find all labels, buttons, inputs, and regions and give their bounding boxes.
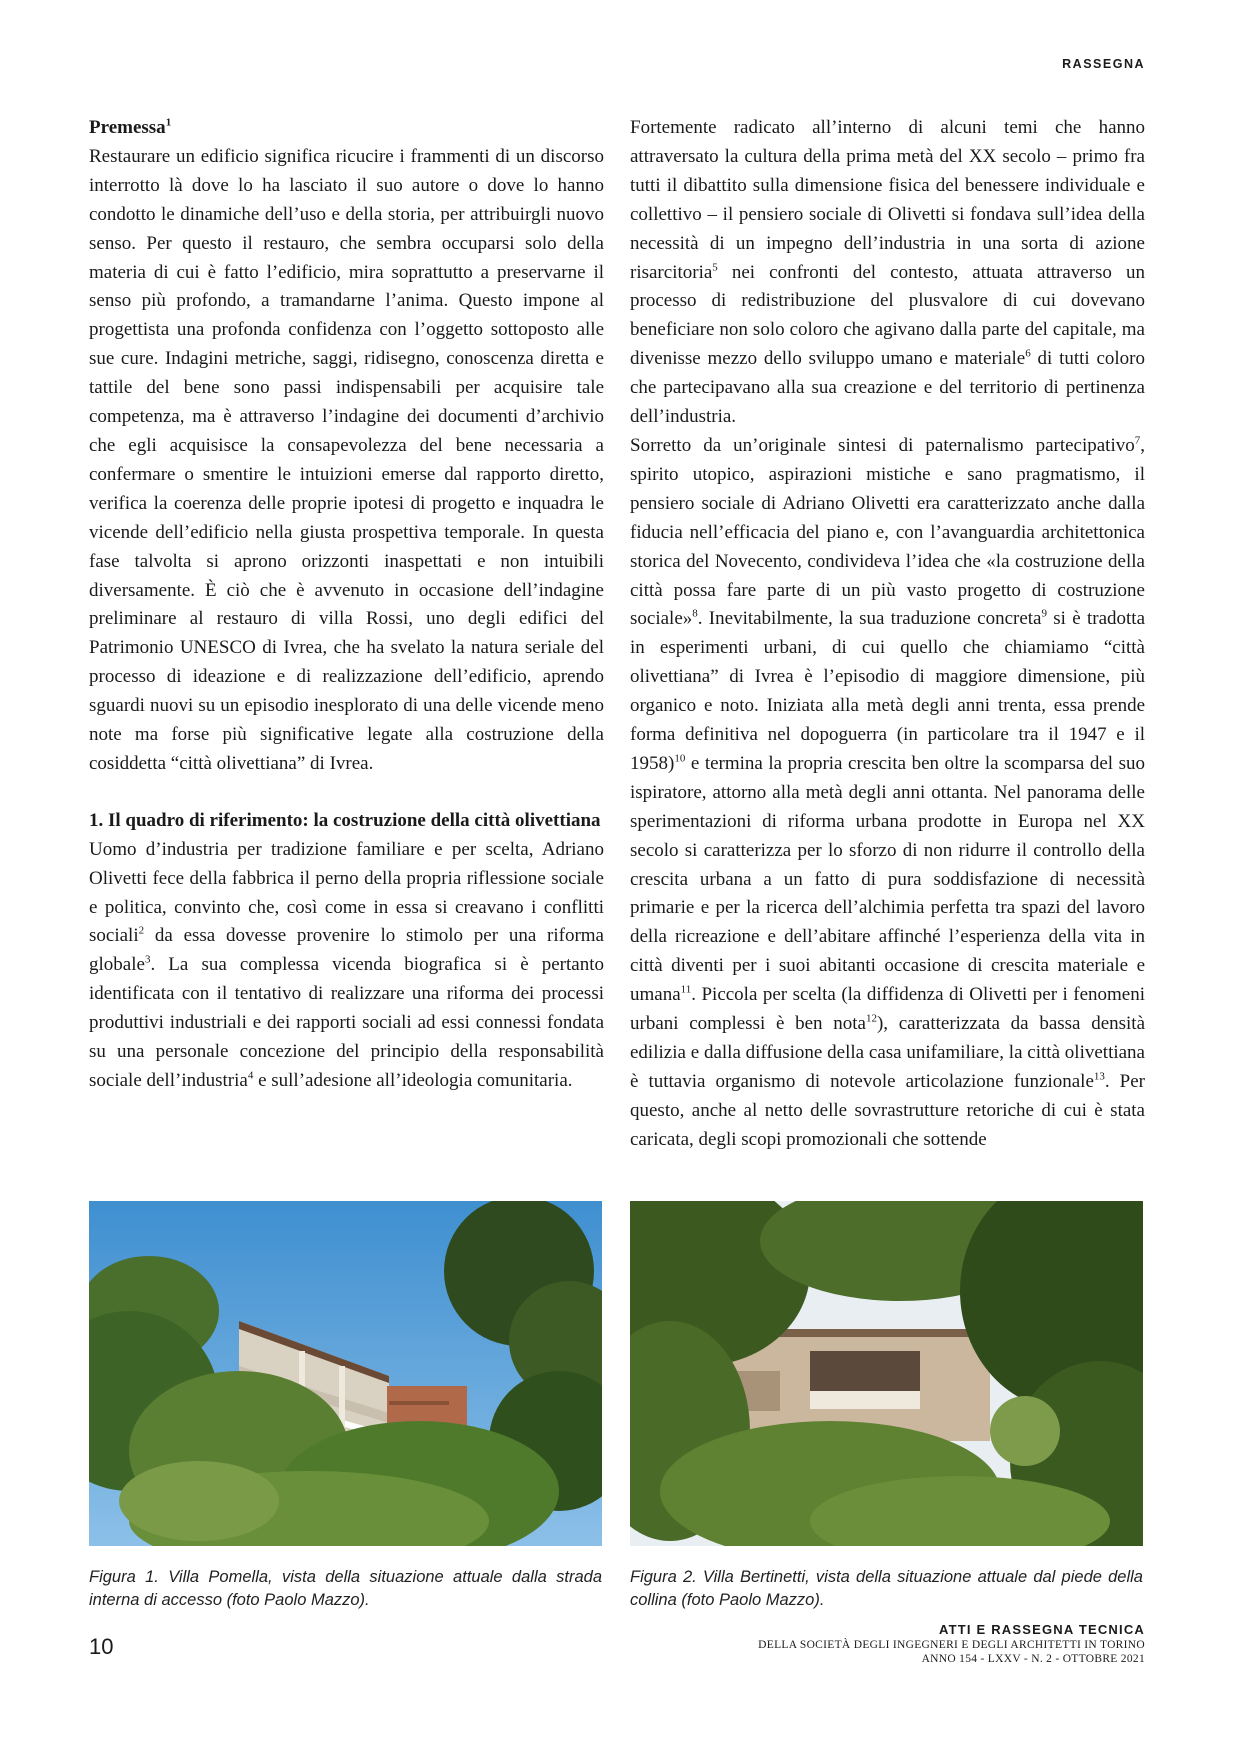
text-run: nei confronti del contesto, attuata attraverso un processo di redistribuzione del plusvalore di cui dovevano beneficiare non solo coloro che agivano dalla parte del capitale, ma divenisse mezzo dello sviluppo umano e materiale [630,261,1145,370]
footnote-ref: 3 [144,954,151,967]
footnote-ref: 8 [692,608,698,621]
section-title: 1. Il quadro di riferimento: la costruzione della città olivettiana [89,809,601,831]
text-run: . La sua complessa vicenda biografica si è pertanto identificata con il tentativo di realizzare una riforma dei processi produttivi industriali e dei rapporti sociali ad essi connessi fondata su una personale concezione del principio della responsabilità sociale dell’industria [89,954,604,1091]
footnote-ref: 7 [1134,434,1141,447]
footnote-ref: 6 [1025,347,1031,360]
footnote-ref: 4 [247,1069,254,1082]
figure-1 [89,1201,602,1612]
footnote-ref: 12 [865,1012,877,1025]
text-run: . Piccola per scelta (la diffidenza di Olivetti per i fenomeni urbani complessi è ben nota [630,984,1145,1035]
right-column [630,114,1145,1155]
text-run: , spirito utopico, aspirazioni mistiche e sano pragmatismo, il pensiero sociale di Adriano Olivetti era caratterizzato anche dalla fiducia nell’efficacia del piano e, con l’avanguardia architettonica storica del Novecento, condivideva l’idea che «la costruzione della città possa fare parte di un più vasto progetto di costruzione sociale» [630,434,1145,630]
text-run: Uomo d’industria per tradizione familiare e per scelta, Adriano Olivetti fece della fabbrica il perno della propria riflessione sociale e politica, convinto che, così come in essa si creavano i conflitti sociali [89,838,604,947]
text-run: Restaurare un edificio significa ricucire i frammenti di un discorso interrotto là dove lo ha lasciato il suo autore o dove lo hanno condotto le dinamiche dell’uso e della storia, per attribuirgli nuovo senso. Per questo il restauro, che sembra occuparsi solo della materia di cui è fatto l’edificio, mira soprattutto a preservarne il senso più profondo, a tramandarne l’anima. Questo impone al progettista una profonda confidenza con l’oggetto sottoposto alle sue cure. Indagini metriche, saggi, ridisegno, conoscenza diretta e tattile del bene sono passi indispensabili per acquisire tale competenza, ma è attraverso l’indagine dei documenti d’archivio che egli acquisisce la consapevolezza del bene necessaria a confermare o smentire le intuizioni emerse dal rapporto diretto, verifica la coerenza delle proprie ipotesi di progetto e inquadra le vicende dell’edificio nella giusta prospettiva temporale. In questa fase talvolta si aprono orizzonti inaspettati e non intuibili diversamente. È ciò che è avvenuto in occasione dell’indagine preliminare al restauro di villa Rossi, uno degli edifici del Patrimonio UNESCO di Ivrea, che ha svelato la natura seriale del processo di ideazione e di realizzazione dell’edificio, aprendo sguardi nuovi su un episodio inesplorato di una delle vicende meno note ma forse più significative legate alla costruzione della cosiddetta “città olivettiana” di Ivrea. [89,145,604,774]
footnote-ref: 2 [138,925,145,938]
figure-1-caption: Figura 1. Villa Pomella, vista della situazione attuale dalla strada interna di accesso (foto Paolo Mazzo). [89,1568,602,1609]
text-run: e sull’adesione all’ideologia comunitaria. [253,1070,573,1091]
journal-title: ATTI E RASSEGNA TECNICA [939,1622,1145,1637]
journal-society: DELLA SOCIETÀ DEGLI INGEGNERI E DEGLI ARCHITETTI IN TORINO [758,1639,1145,1651]
page-number: 10 [89,1634,114,1659]
text-run: Sorretto da un’originale sintesi di paternalismo partecipativo [630,434,1135,456]
text-run: . Inevitabilmente, la sua traduzione concreta [697,608,1042,630]
text-run: Fortemente radicato all’interno di alcuni temi che hanno attraversato la cultura della prima metà del XX secolo – primo fra tutti il dibattito sulla dimensione fisica del benessere individuale e collettivo – il pensiero sociale di Olivetti si fondava sull’idea della necessità di un impegno dell’industria in una sorta di azione risarcitoria [630,117,1145,283]
section-tag: RASSEGNA [1062,57,1145,71]
footnote-ref: 10 [674,752,686,765]
text-run: . Per questo, anche al netto delle sovrastrutture retoriche di cui è stata caricata, degli scopi promozionali che sottende [630,1070,1146,1150]
footnote-ref: 11 [680,983,692,996]
footnote-ref: 9 [1041,608,1047,621]
text-run: di tutti coloro che partecipavano alla sua creazione e del territorio di pertinenza dell’industria. [630,348,1146,428]
footnote-ref: 1 [165,116,172,129]
villa-bertinetti-photo [630,1201,1143,1546]
footnote-ref: 5 [712,261,718,274]
paragraph-premessa [89,143,604,779]
journal-issue: ANNO 154 - LXXV - N. 2 - OTTOBRE 2021 [921,1653,1145,1665]
paragraph-olivetti [89,836,604,1096]
premessa-title: Premessa [89,117,166,138]
text-run: e termina la propria crescita ben oltre la scomparsa del suo ispiratore, attorno alla metà degli anni ottanta. Nel panorama delle sperimentazioni di riforma urbana prodotte in Europa nel XX secolo si caratterizza per lo sforzo di non ridurre il controllo della crescita urbana a un fatto di pura soddisfazione di necessità primarie e per la ricerca dell’alchimia perfetta tra spazi del lavoro della ricreazione e dell’abitare affinché l’esperienza della vita in città diventi per i suoi abitanti occasione di crescita materiale e umana [630,752,1145,1006]
footnote-ref: 13 [1093,1070,1105,1083]
paragraph-radicato [630,114,1145,432]
figure-2 [630,1201,1143,1612]
villa-pomella-photo [89,1201,602,1546]
text-run: si è tradotta in esperimenti urbani, di cui quello che chiamiamo “città olivettiana” di Ivrea è l’episodio di maggiore dimensione, più organico e noto. Iniziata alla metà degli anni trenta, essa prende forma definitiva nel dopoguerra (in particolare tra il 1947 e il 1958) [630,608,1145,774]
premessa-heading [89,114,604,143]
paragraph-sorretto [630,432,1145,1155]
journal-footer [758,1622,1145,1666]
figure-2-caption: Figura 2. Villa Bertinetti, vista della situazione attuale dal piede della collina (foto Paolo Mazzo). [630,1568,1143,1609]
left-column [89,114,604,1096]
text-run: ), caratterizzata da bassa densità edilizia e dalla diffusione della casa unifamiliare, la città olivettiana è tuttavia organismo di notevole articolazione funzionale [630,1013,1146,1092]
text-run: da essa dovesse provenire lo stimolo per una riforma globale [89,925,604,976]
